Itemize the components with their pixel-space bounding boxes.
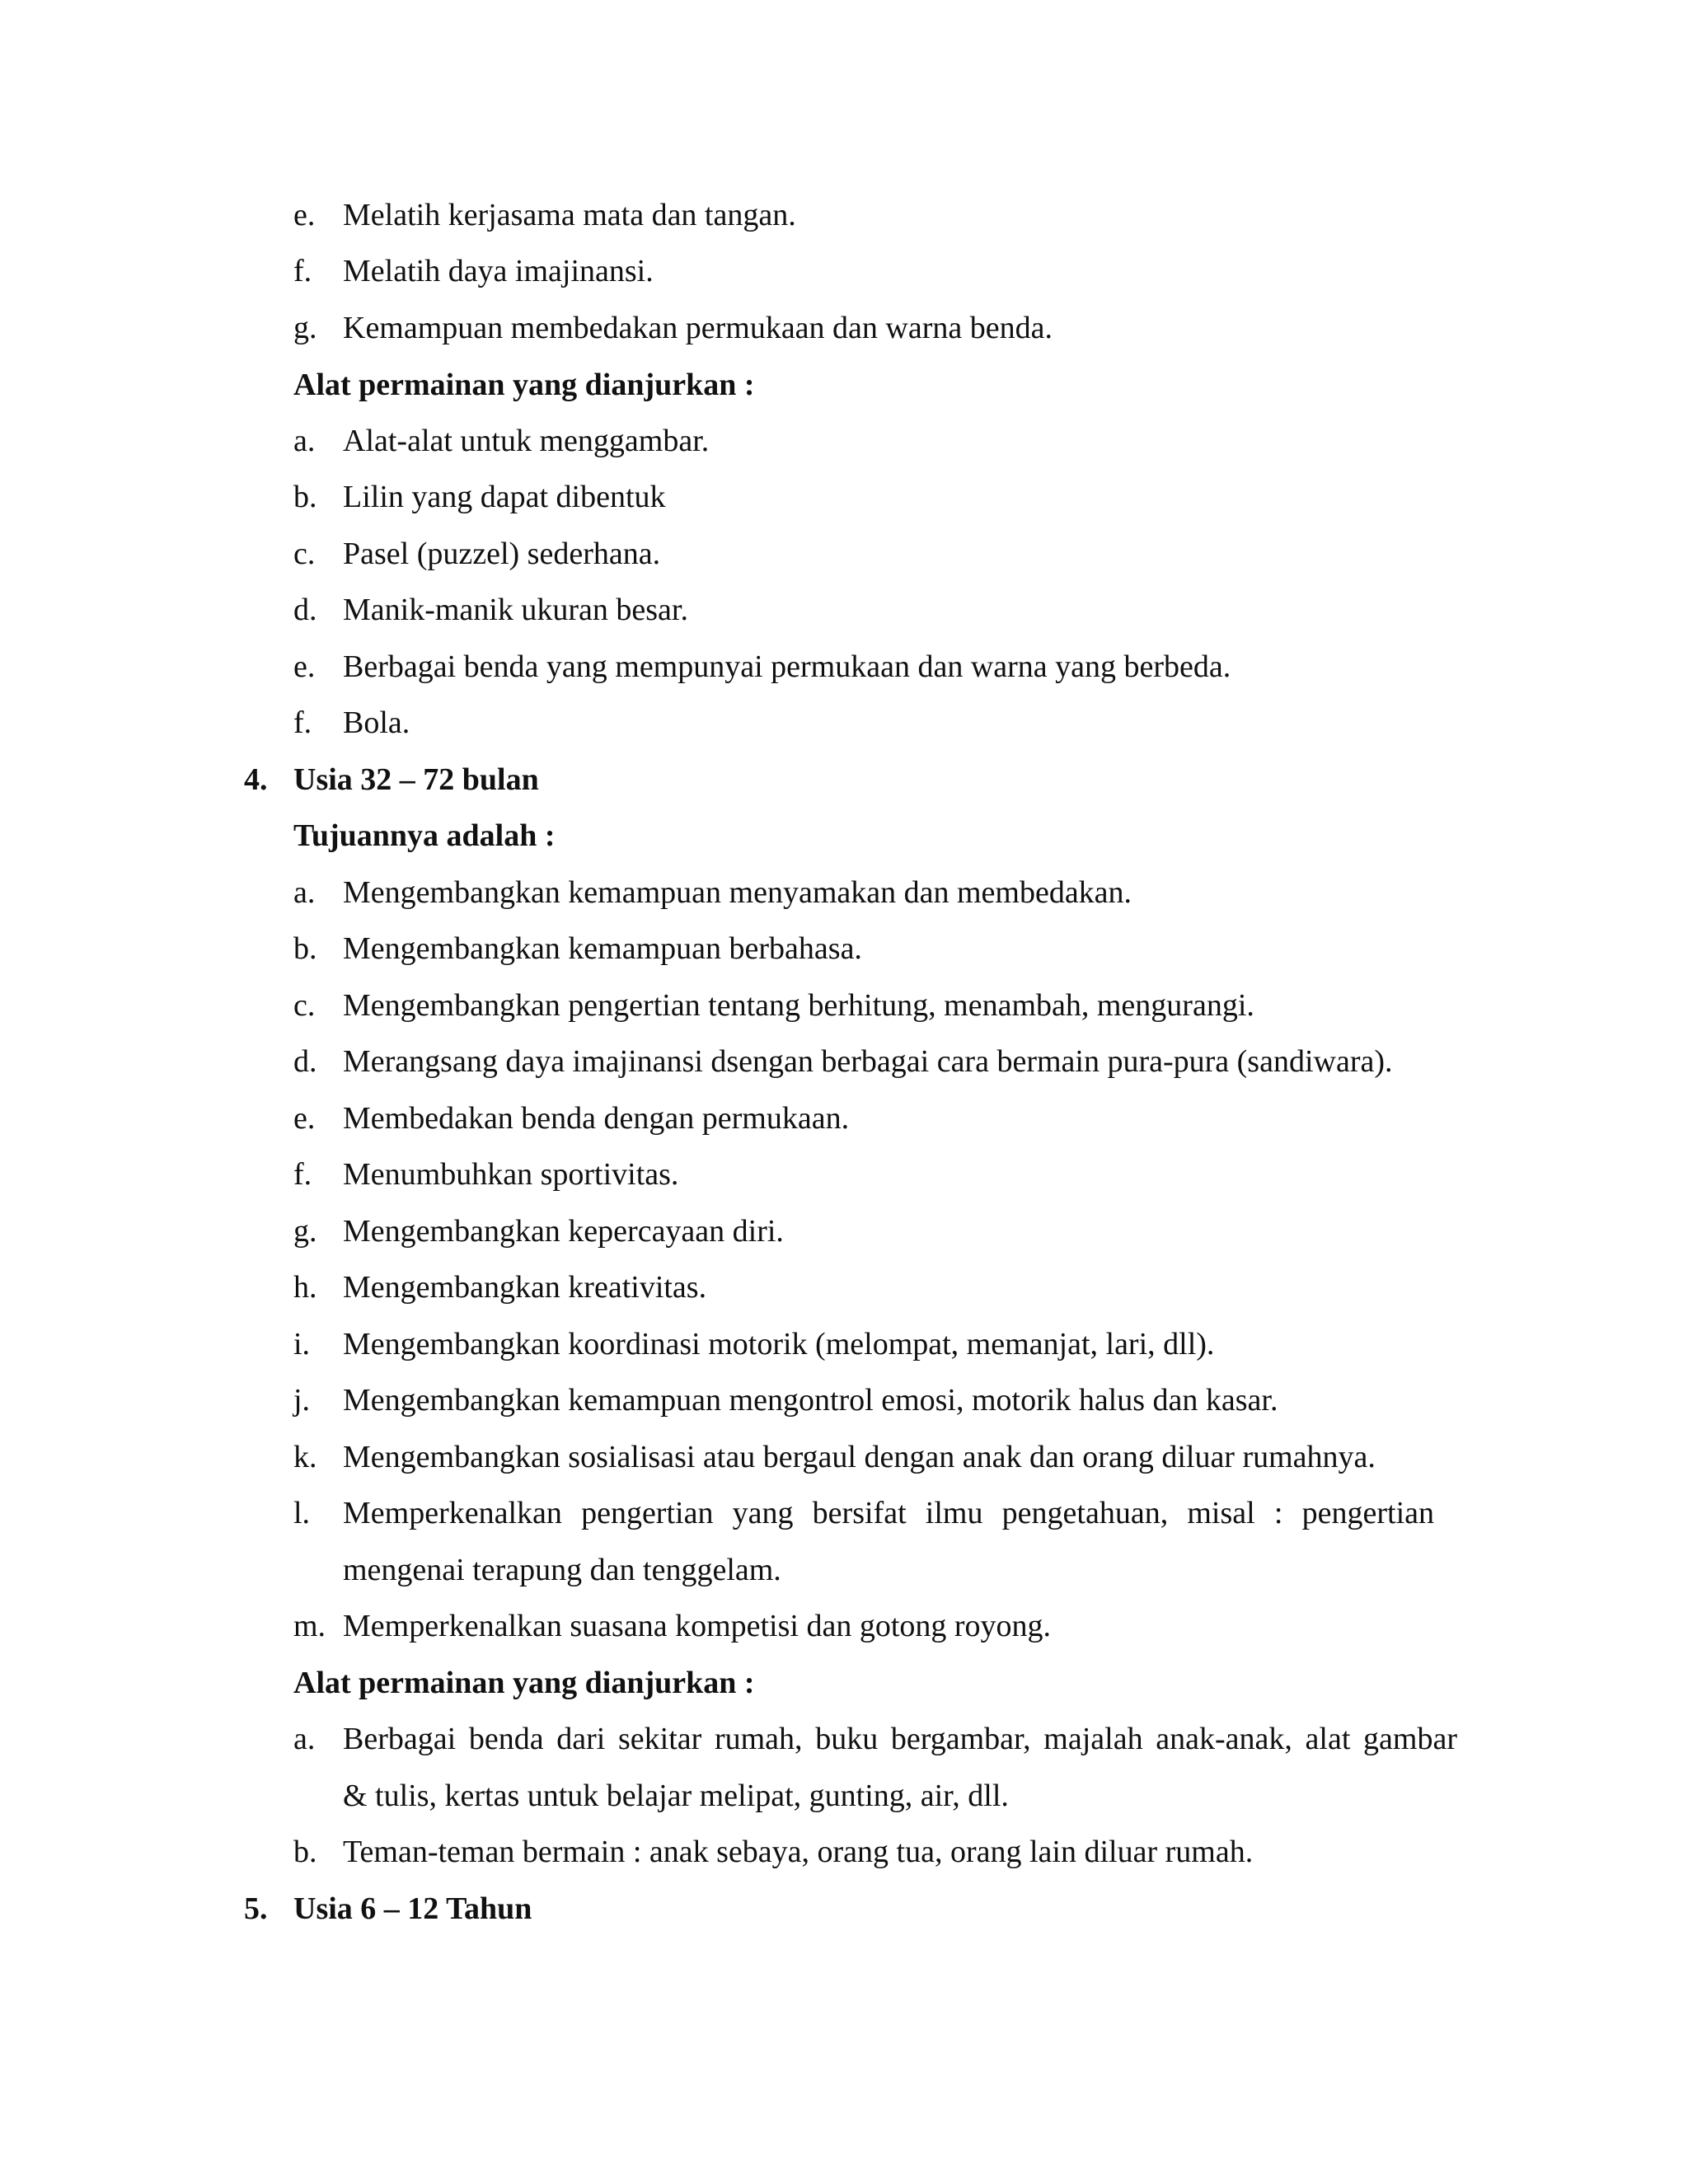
- goals-heading: Tujuannya adalah :: [293, 818, 556, 853]
- list-marker: e.: [293, 198, 316, 232]
- list-marker: j.: [293, 1383, 311, 1418]
- list-marker: m.: [293, 1609, 326, 1643]
- list-item-text: Mengembangkan kepercayaan diri.: [343, 1214, 784, 1249]
- list-marker: d.: [293, 593, 317, 627]
- list-marker: k.: [293, 1440, 317, 1474]
- list-marker: g.: [293, 311, 317, 345]
- list-item-text: Mengembangkan pengertian tentang berhitung, menambah, mengurangi.: [343, 988, 1254, 1023]
- list-item-text: Lilin yang dapat dibentuk: [343, 480, 666, 514]
- section-title: Usia 6 – 12 Tahun: [293, 1891, 532, 1926]
- list-item-continuation: & tulis, kertas untuk belajar melipat, gunting, air, dll.: [343, 1779, 1009, 1813]
- list-item-text: Pasel (puzzel) sederhana.: [343, 537, 661, 571]
- section-number: 5.: [244, 1891, 268, 1926]
- list-marker: f.: [293, 254, 312, 288]
- list-marker: e.: [293, 649, 316, 684]
- list-marker: c.: [293, 988, 316, 1023]
- list-marker: e.: [293, 1101, 316, 1136]
- list-marker: f.: [293, 705, 312, 740]
- list-marker: b.: [293, 480, 317, 514]
- list-marker: c.: [293, 537, 316, 571]
- list-marker: i.: [293, 1327, 311, 1361]
- list-item-text: Alat-alat untuk menggambar.: [343, 424, 710, 458]
- list-item-text: Manik-manik ukuran besar.: [343, 593, 688, 627]
- list-item-text: Melatih daya imajinansi.: [343, 254, 654, 288]
- list-marker: g.: [293, 1214, 317, 1249]
- list-item-text: Mengembangkan koordinasi motorik (melompat, memanjat, lari, dll).: [343, 1327, 1215, 1361]
- list-item-text: Kemampuan membedakan permukaan dan warna benda.: [343, 311, 1053, 345]
- tools-heading: Alat permainan yang dianjurkan :: [293, 1666, 755, 1700]
- list-marker: f.: [293, 1157, 312, 1192]
- list-marker: b.: [293, 931, 317, 966]
- list-item-continuation: mengenai terapung dan tenggelam.: [343, 1553, 781, 1587]
- list-marker: b.: [293, 1835, 317, 1869]
- list-item-text: Berbagai benda dari sekitar rumah, buku bergambar, majalah anak-anak, alat gambar: [343, 1722, 1457, 1756]
- tools-heading: Alat permainan yang dianjurkan :: [293, 368, 755, 402]
- list-item-text: Menumbuhkan sportivitas.: [343, 1157, 679, 1192]
- list-item-text: Memperkenalkan suasana kompetisi dan gotong royong.: [343, 1609, 1052, 1643]
- list-item-text: Memperkenalkan pengertian yang bersifat ilmu pengetahuan, misal : pengertian: [343, 1496, 1434, 1530]
- list-item-text: Membedakan benda dengan permukaan.: [343, 1101, 850, 1136]
- section-title: Usia 32 – 72 bulan: [293, 762, 539, 797]
- list-item-text: Teman-teman bermain : anak sebaya, orang tua, orang lain diluar rumah.: [343, 1835, 1254, 1869]
- list-marker: d.: [293, 1044, 317, 1079]
- list-marker: h.: [293, 1270, 317, 1305]
- list-marker: a.: [293, 875, 316, 910]
- list-item-text: Mengembangkan kreativitas.: [343, 1270, 707, 1305]
- list-item-text: Mengembangkan kemampuan berbahasa.: [343, 931, 862, 966]
- list-item-text: Mengembangkan kemampuan mengontrol emosi, motorik halus dan kasar.: [343, 1383, 1278, 1418]
- list-item-text: Merangsang daya imajinansi dsengan berbagai cara bermain pura-pura (sandiwara).: [343, 1044, 1393, 1079]
- list-item-text: Mengembangkan kemampuan menyamakan dan membedakan.: [343, 875, 1132, 910]
- list-item-text: Melatih kerjasama mata dan tangan.: [343, 198, 796, 232]
- list-item-text: Mengembangkan sosialisasi atau bergaul dengan anak dan orang diluar rumahnya.: [343, 1440, 1376, 1474]
- list-item-text: Berbagai benda yang mempunyai permukaan dan warna yang berbeda.: [343, 649, 1231, 684]
- list-marker: a.: [293, 424, 316, 458]
- list-marker: a.: [293, 1722, 316, 1756]
- list-marker: l.: [293, 1496, 311, 1530]
- section-number: 4.: [244, 762, 268, 797]
- list-item-text: Bola.: [343, 705, 410, 740]
